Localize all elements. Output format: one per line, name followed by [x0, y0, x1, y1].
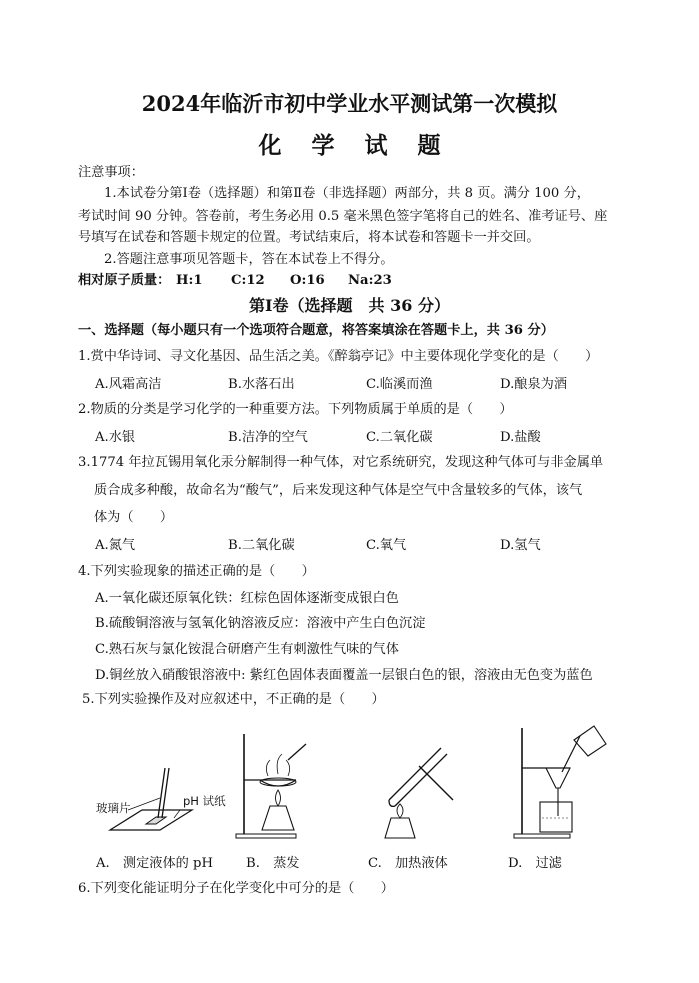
question-4-option-d: D.铜丝放入硝酸银溶液中: 紫红色固体表面覆盖一层银白色的银，溶液由无色变为蓝色: [95, 668, 593, 683]
question-4-stem: 4.下列实验现象的描述正确的是（ ）: [78, 564, 315, 579]
section-instruction: 一、选择题（每小题只有一个选项符合题意，将答案填涂在答题卡上，共 36 分）: [78, 323, 554, 338]
section-title: 第Ⅰ卷（选择题 共 36 分）: [249, 296, 450, 315]
atomic-mass-c: C:12: [231, 273, 265, 288]
stirring-rod: [288, 744, 306, 760]
stand-base: [514, 834, 570, 838]
question-4-option-b: B.硫酸铜溶液与氢氧化钠溶液反应：溶液中产生白色沉淀: [95, 616, 426, 631]
figure-label-ph-paper: pH 试纸: [183, 794, 226, 808]
test-tube-bottom: [389, 800, 395, 806]
question-2-option-a: A.水银: [95, 430, 136, 445]
figure-heating-liquid: [375, 740, 460, 840]
atomic-mass-o: O:16: [290, 273, 325, 288]
flame: [276, 790, 281, 806]
question-1-option-b: B.水落石出: [228, 377, 295, 392]
beaker: [540, 802, 572, 832]
atomic-mass-na: Na:23: [348, 273, 392, 288]
question-2-option-b: B.洁净的空气: [228, 430, 308, 445]
notice-line-2: 考试时间 90 分钟。答卷前，考生务必用 0.5 毫米黑色签字笔将自己的姓名、准考证号、座: [78, 209, 608, 224]
pouring-beaker: [574, 726, 606, 756]
question-3-stem-line-2: 质合成多种酸，故命名为“酸气”，后来发现这种气体是空气中含量较多的气体，该气: [94, 483, 583, 498]
funnel: [546, 768, 570, 788]
question-4-option-a: A.一氧化碳还原氧化铁：红棕色固体逐渐变成银白色: [95, 591, 399, 606]
question-3-stem-line-3: 体为（ ）: [94, 510, 174, 525]
question-1-option-a: A.风霜高洁: [95, 377, 162, 392]
question-2-stem: 2.物质的分类是学习化学的一种重要方法。下列物质属于单质的是（ ）: [78, 402, 513, 417]
notice-line-3: 号填写在试卷和答题卡规定的位置。考试结束后，将本试卷和答题卡一并交回。: [78, 230, 540, 245]
question-1-option-d: D.酿泉为酒: [500, 377, 568, 392]
steam: [266, 754, 289, 776]
test-tube-side-2: [395, 754, 447, 806]
question-3-option-c: C.氧气: [366, 538, 407, 553]
question-2-option-d: D.盐酸: [500, 430, 541, 445]
notice-line-1: 1.本试卷分第Ⅰ卷（选择题）和第Ⅱ卷（非选择题）两部分，共 8 页。满分 100 分，: [104, 186, 590, 201]
question-5-option-b: B. 蒸发: [246, 856, 300, 871]
question-1-option-c: C.临溪而渔: [366, 377, 433, 392]
question-2-option-c: C.二氧化碳: [366, 430, 433, 445]
question-3-option-b: B.二氧化碳: [228, 538, 295, 553]
tube-holder: [419, 766, 453, 800]
ph-paper-shape: [146, 817, 166, 824]
notice-heading: 注意事项：: [78, 165, 144, 180]
exam-title: 2024年临沂市初中学业水平测试第一次模拟: [141, 91, 558, 116]
figure-label-glass-slide: 玻璃片: [96, 801, 131, 815]
figure-evaporation: [232, 730, 312, 840]
question-1-stem: 1.赏中华诗词、寻文化基因、品生活之美。《醉翁亭记》中主要体现化学变化的是（ ）: [78, 349, 599, 364]
test-tube-side-1: [389, 748, 441, 800]
iron-ring: [260, 778, 296, 786]
alcohol-lamp: [262, 806, 294, 830]
figure-filtration: [510, 722, 610, 840]
alcohol-lamp: [385, 818, 415, 838]
question-4-option-c: C.熟石灰与氯化铵混合研磨产生有刺激性气味的气体: [95, 642, 399, 657]
question-5-option-c: C. 加热液体: [368, 856, 448, 871]
question-5-option-d: D. 过滤: [508, 856, 562, 871]
question-6-stem: 6.下列变化能证明分子在化学变化中可分的是（ ）: [78, 881, 394, 896]
flame: [397, 804, 403, 818]
exam-subtitle: 化学试题: [258, 132, 471, 159]
atomic-mass-h: H:1: [176, 273, 203, 288]
question-3-option-d: D.氢气: [500, 538, 541, 553]
question-3-option-a: A.氮气: [95, 538, 136, 553]
question-5-stem: 5.下列实验操作及对应叙述中，不正确的是（ ）: [82, 692, 385, 707]
glass-rod: [562, 736, 580, 772]
label-pointer-slide: [128, 798, 160, 810]
notice-line-4: 2.答题注意事项见答题卡，答在本试卷上不得分。: [104, 252, 394, 267]
question-3-stem-line-1: 3.1774 年拉瓦锡用氧化汞分解制得一种气体，对它系统研究，发现这种气体可与非金属单: [78, 455, 604, 470]
atomic-mass-label: 相对原子质量：: [78, 273, 171, 288]
stand-base: [236, 834, 296, 838]
question-5-option-a: A. 测定液体的 pH: [96, 856, 213, 871]
label-pointer-paper: [174, 810, 180, 818]
